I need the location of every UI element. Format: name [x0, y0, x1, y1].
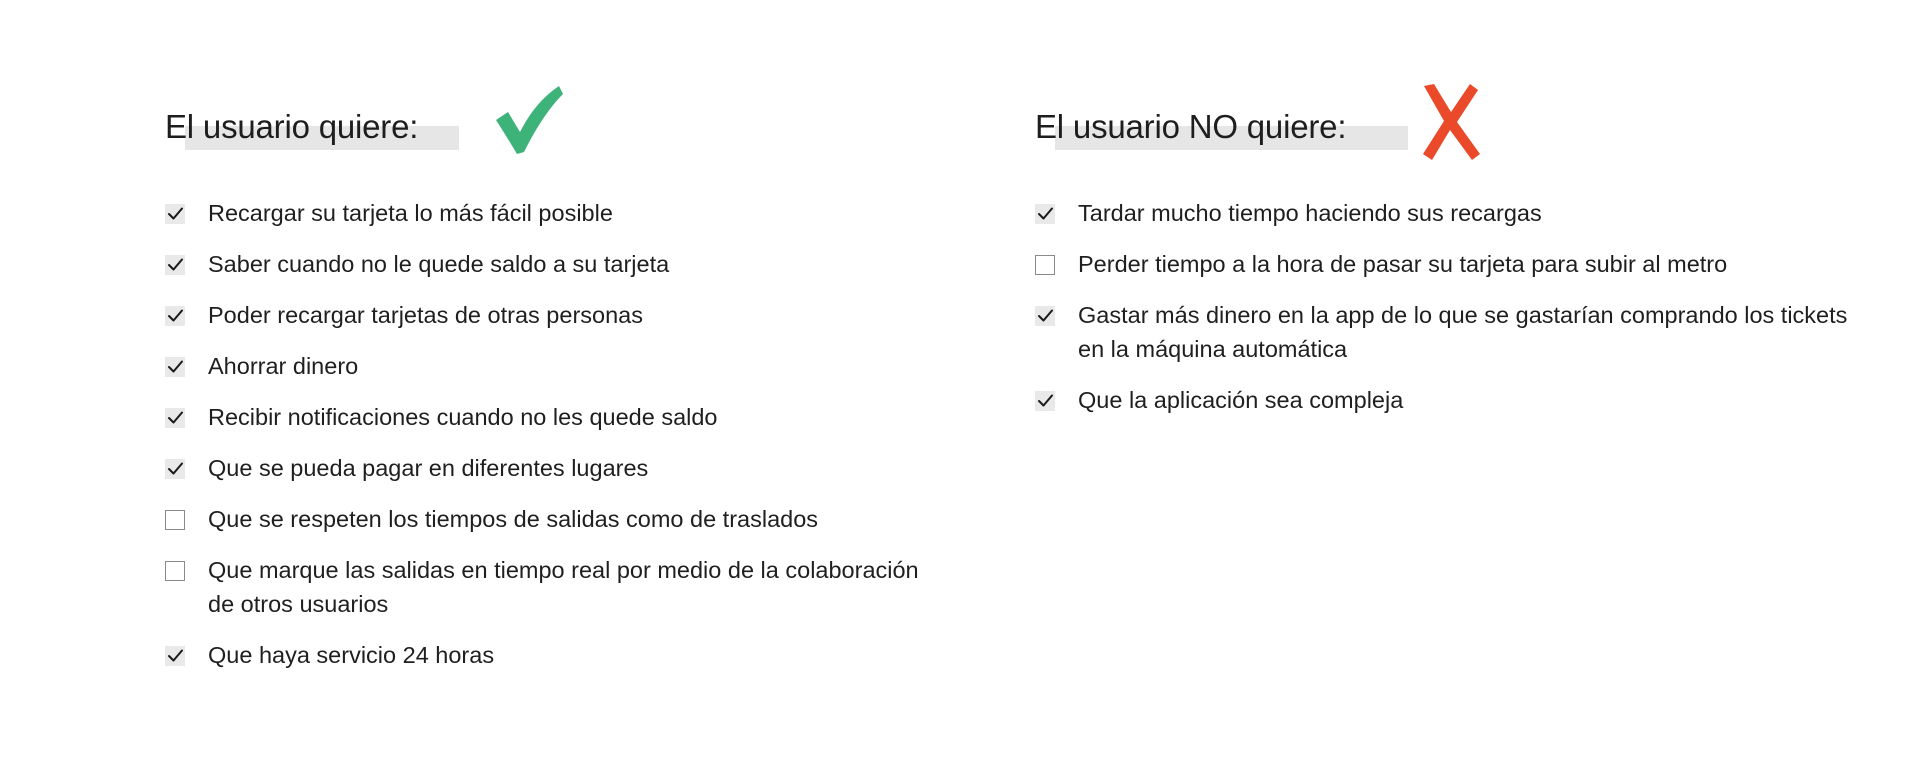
- list-item: [165, 451, 945, 485]
- red-cross-icon: [1420, 84, 1482, 160]
- wants-list: [165, 196, 945, 689]
- list-item: [165, 196, 945, 230]
- list-item: [1035, 247, 1875, 281]
- list-item-label: Que se pueda pagar en diferentes lugares: [208, 455, 649, 481]
- list-item-label: Recargar su tarjeta lo más fácil posible: [208, 200, 613, 226]
- list-item-label: Gastar más dinero en la app de lo que se gastarían comprando los tickets en la máquina automática: [1078, 302, 1848, 362]
- checkmark-icon: [167, 205, 184, 222]
- not-wants-title: El usuario NO quiere:: [1035, 108, 1347, 145]
- list-item: [165, 349, 945, 383]
- checked-checkbox[interactable]: [165, 646, 185, 666]
- checkmark-icon: [167, 460, 184, 477]
- list-item: [1035, 298, 1875, 366]
- wants-title: El usuario quiere:: [165, 108, 419, 145]
- list-item-label: Que se respeten los tiempos de salidas como de traslados: [208, 506, 819, 532]
- checked-checkbox[interactable]: [165, 204, 185, 224]
- list-item: [165, 553, 945, 621]
- list-item-label: Ahorrar dinero: [208, 353, 359, 379]
- list-item: [165, 638, 945, 672]
- list-item-label: Que marque las salidas en tiempo real por medio de la colaboración de otros usuarios: [208, 557, 919, 617]
- checked-checkbox[interactable]: [1035, 204, 1055, 224]
- list-item: [165, 400, 945, 434]
- not-wants-list: [1035, 196, 1875, 434]
- checkmark-icon: [167, 647, 184, 664]
- list-item-label: Que haya servicio 24 horas: [208, 642, 495, 668]
- checked-checkbox[interactable]: [165, 408, 185, 428]
- list-item: [165, 502, 945, 536]
- checkmark-icon: [1037, 307, 1054, 324]
- list-item-label: Recibir notificaciones cuando no les quede saldo: [208, 404, 718, 430]
- list-item-label: Poder recargar tarjetas de otras personas: [208, 302, 643, 328]
- list-item-label: Perder tiempo a la hora de pasar su tarjeta para subir al metro: [1078, 251, 1728, 277]
- checked-checkbox[interactable]: [165, 357, 185, 377]
- checked-checkbox[interactable]: [165, 306, 185, 326]
- checked-checkbox[interactable]: [165, 255, 185, 275]
- unchecked-checkbox[interactable]: [165, 510, 185, 530]
- checkmark-icon: [167, 358, 184, 375]
- checked-checkbox[interactable]: [165, 459, 185, 479]
- list-item: [165, 247, 945, 281]
- list-item-label: Saber cuando no le quede saldo a su tarjeta: [208, 251, 670, 277]
- checkmark-icon: [1037, 205, 1054, 222]
- list-item-label: Que la aplicación sea compleja: [1078, 387, 1404, 413]
- unchecked-checkbox[interactable]: [1035, 255, 1055, 275]
- unchecked-checkbox[interactable]: [165, 561, 185, 581]
- list-item: [165, 298, 945, 332]
- list-item: [1035, 383, 1875, 417]
- list-item-label: Tardar mucho tiempo haciendo sus recargas: [1078, 200, 1542, 226]
- checkmark-icon: [167, 256, 184, 273]
- checkmark-icon: [1037, 392, 1054, 409]
- checked-checkbox[interactable]: [1035, 391, 1055, 411]
- checked-checkbox[interactable]: [1035, 306, 1055, 326]
- checkmark-icon: [167, 307, 184, 324]
- list-item: [1035, 196, 1875, 230]
- green-checkmark-icon: [495, 82, 567, 154]
- checkmark-icon: [167, 409, 184, 426]
